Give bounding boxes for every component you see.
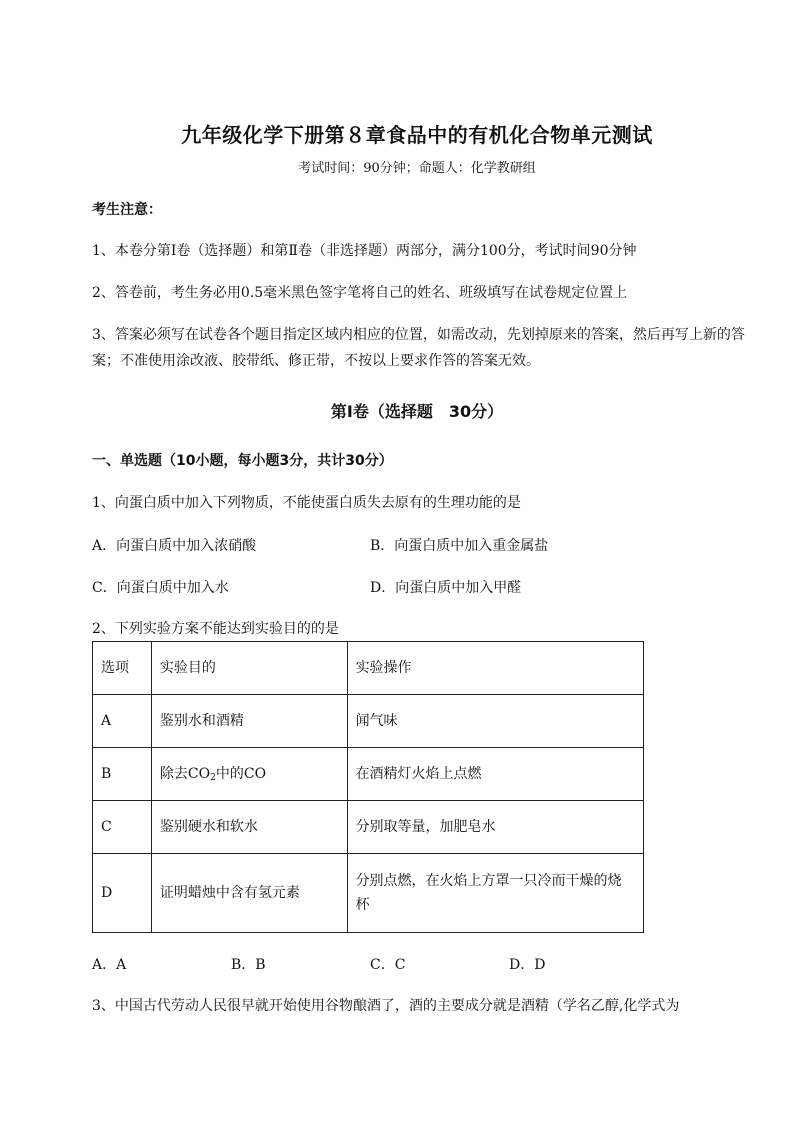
notice-item-3: 3、答案必须写在试卷各个题目指定区域内相应的位置，如需改动，先划掉原来的答案，然后再写上新的答案；不准使用涂改液、胶带纸、修正带，不按以上要求作答的答案无效。 [92, 327, 745, 369]
experiment-table [92, 641, 644, 933]
row-option: D [93, 854, 152, 933]
row-operation: 分别点燃，在火焰上方罩一只冷而干燥的烧杯 [347, 854, 643, 933]
row-option: C [93, 801, 152, 854]
row-goal: 鉴别水和酒精 [151, 695, 347, 748]
notice-item-1: 1、本卷分第Ⅰ卷（选择题）和第Ⅱ卷（非选择题）两部分，满分100分，考试时间90分钟 [92, 243, 637, 259]
row-operation: 分别取等量，加肥皂水 [347, 801, 643, 854]
notice-heading: 考生注意： [92, 202, 162, 218]
row-option: B [93, 748, 152, 801]
row-goal: 除去$CO_2$中的CO [151, 748, 347, 801]
table-row [93, 748, 644, 801]
question-1-stem: 1、向蛋白质中加入下列物质，不能使蛋白质失去原有的生理功能的是 [92, 495, 521, 511]
q1-option-b[interactable]: B．向蛋白质中加入重金属盐 [370, 538, 549, 554]
table-header-row [93, 642, 644, 695]
row-option: A [93, 695, 152, 748]
page-title: 九年级化学下册第８章食品中的有机化合物单元测试 [181, 123, 653, 147]
question-2-stem: 2、下列实验方案不能达到实验目的的是 [92, 621, 339, 637]
row-goal: 鉴别硬水和软水 [151, 801, 347, 854]
q1-option-c[interactable]: C．向蛋白质中加入水 [92, 580, 229, 596]
q1-option-d[interactable]: D．向蛋白质中加入甲醛 [370, 580, 522, 596]
q1-option-a[interactable]: A．向蛋白质中加入浓硝酸 [92, 538, 257, 554]
table-row [93, 801, 644, 854]
q2-option-c[interactable]: C．C [370, 957, 406, 973]
row-operation: 闻气味 [347, 695, 643, 748]
exam-info: 考试时间：90分钟；命题人：化学教研组 [298, 161, 536, 176]
q2-option-a[interactable]: A．A [92, 957, 127, 973]
header-operation: 实验操作 [347, 642, 643, 695]
q2-option-d[interactable]: D．D [509, 957, 546, 973]
question-3-stem: 3、中国古代劳动人民很早就开始使用谷物酿酒了，酒的主要成分就是酒精（学名乙醇,化学式为 [92, 998, 680, 1014]
row-goal: 证明蜡烛中含有氢元素 [151, 854, 347, 933]
notice-item-2: 2、答卷前，考生务必用0.5毫米黑色签字笔将自己的姓名、班级填写在试卷规定位置上 [92, 285, 628, 301]
row-operation: 在酒精灯火焰上点燃 [347, 748, 643, 801]
table-row [93, 695, 644, 748]
header-option: 选项 [93, 642, 152, 695]
header-goal: 实验目的 [151, 642, 347, 695]
table-row [93, 854, 644, 933]
q2-option-b[interactable]: B．B [231, 957, 266, 973]
section-heading: 一、单选题（10小题，每小题3分，共计30分） [92, 453, 393, 469]
part-title: 第Ⅰ卷（选择题 30分） [330, 402, 504, 421]
